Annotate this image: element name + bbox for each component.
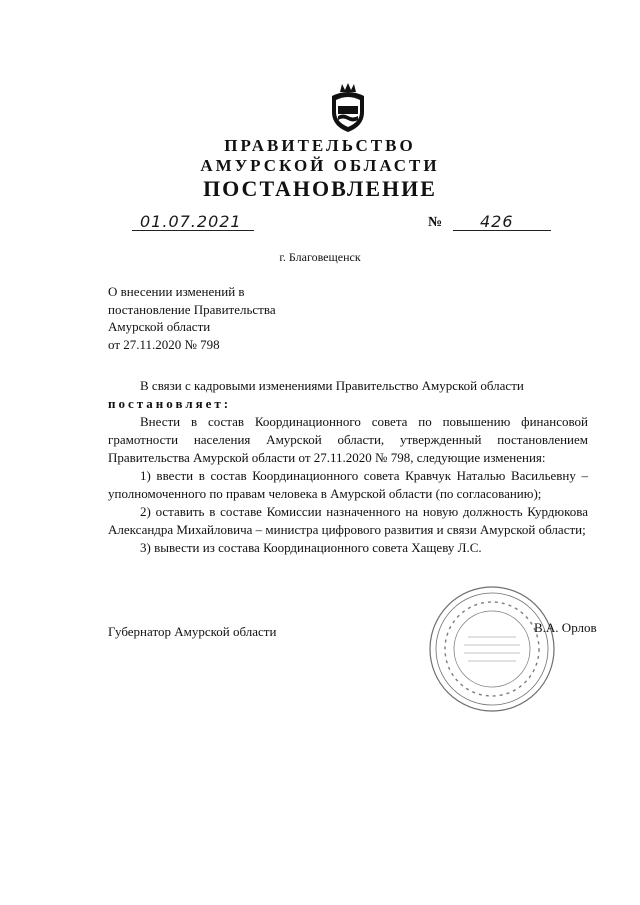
resolves-keyword: постановляет: [108,396,232,411]
document-subject [108,283,368,353]
document-body [108,377,588,557]
subject-line: О внесении изменений в [108,284,245,299]
item-3-paragraph: 3) вывести из состава Координационного совета Хащеву Л.С. [140,540,482,555]
subject-line: от 27.11.2020 № 798 [108,336,220,352]
coat-of-arms-icon [326,82,370,134]
region-title: АМУРСКОЙ ОБЛАСТИ [200,156,440,175]
item-1-paragraph: 1) ввести в состав Координационного совета Кравчук Наталью Васильевну – уполномоченного по правам человека в Амурской области (по согласованию); [108,468,588,501]
number-sign: № [428,215,443,230]
main-item-paragraph: Внести в состав Координационного совета по повышению финансовой грамотности населения Амурской области, утвержденный постановлением Правительства Амурской области от 27.11.2020 № 798, следующие изменения: [108,414,588,465]
handwritten-date: 01.07.2021 [140,212,242,231]
document-type-heading: ПОСТАНОВЛЕНИЕ [203,176,437,201]
signer-name: В.А. Орлов [534,620,597,635]
subject-line: постановление Правительства [108,301,276,317]
intro-paragraph: В связи с кадровыми изменениями Правительство Амурской области [140,378,524,393]
item-2-paragraph: 2) оставить в составе Комиссии назначенного на новую должность Курдюкова Александра Михайловича – министра цифрового развития и связи Амурской области; [108,504,588,537]
city-label: г. Благовещенск [279,250,361,264]
subject-line: Амурской области [108,319,211,334]
signer-title: Губернатор Амурской области [108,624,277,639]
official-seal-icon [428,585,556,713]
government-title: ПРАВИТЕЛЬСТВО [224,136,416,155]
handwritten-number: 426 [480,212,514,231]
